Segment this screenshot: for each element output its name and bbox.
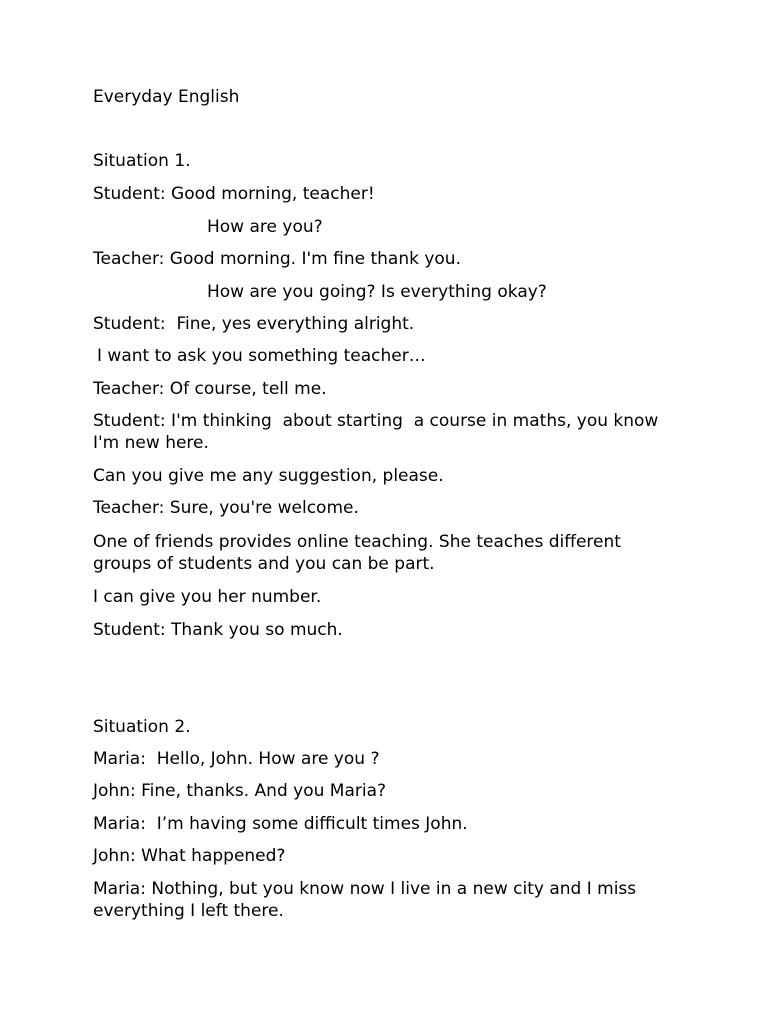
dialogue-line: How are you? <box>207 217 323 237</box>
dialogue-line: Student: Thank you so much. <box>93 620 343 640</box>
situation-1-heading: Situation 1. <box>93 151 191 171</box>
dialogue-line: John: Fine, thanks. And you Maria? <box>93 781 387 801</box>
dialogue-line: Student: Good morning, teacher! <box>93 184 375 204</box>
dialogue-line: Student: Fine, yes everything alright. <box>93 314 415 334</box>
dialogue-line: Can you give me any suggestion, please. <box>93 466 444 486</box>
dialogue-line: I want to ask you something teacher… <box>97 346 426 366</box>
dialogue-line: John: What happened? <box>93 846 286 866</box>
dialogue-line: How are you going? Is everything okay? <box>207 282 547 302</box>
dialogue-line: One of friends provides online teaching. She teaches different groups of students and you can be part. <box>93 532 627 574</box>
dialogue-line: Student: I'm thinking about starting a course in maths, you know I'm new here. <box>93 411 664 453</box>
dialogue-line: Teacher: Of course, tell me. <box>93 379 327 399</box>
dialogue-line: Maria: Nothing, but you know now I live in a new city and I miss everything I left there. <box>93 879 642 921</box>
dialogue-line: Teacher: Sure, you're welcome. <box>93 498 359 518</box>
dialogue-line: Teacher: Good morning. I'm fine thank you. <box>93 249 461 269</box>
document-title: Everyday English <box>93 87 240 107</box>
dialogue-line: Maria: I’m having some difficult times John. <box>93 814 468 834</box>
dialogue-line: I can give you her number. <box>93 587 322 607</box>
dialogue-line: Maria: Hello, John. How are you ? <box>93 749 380 769</box>
situation-2-heading: Situation 2. <box>93 717 191 737</box>
